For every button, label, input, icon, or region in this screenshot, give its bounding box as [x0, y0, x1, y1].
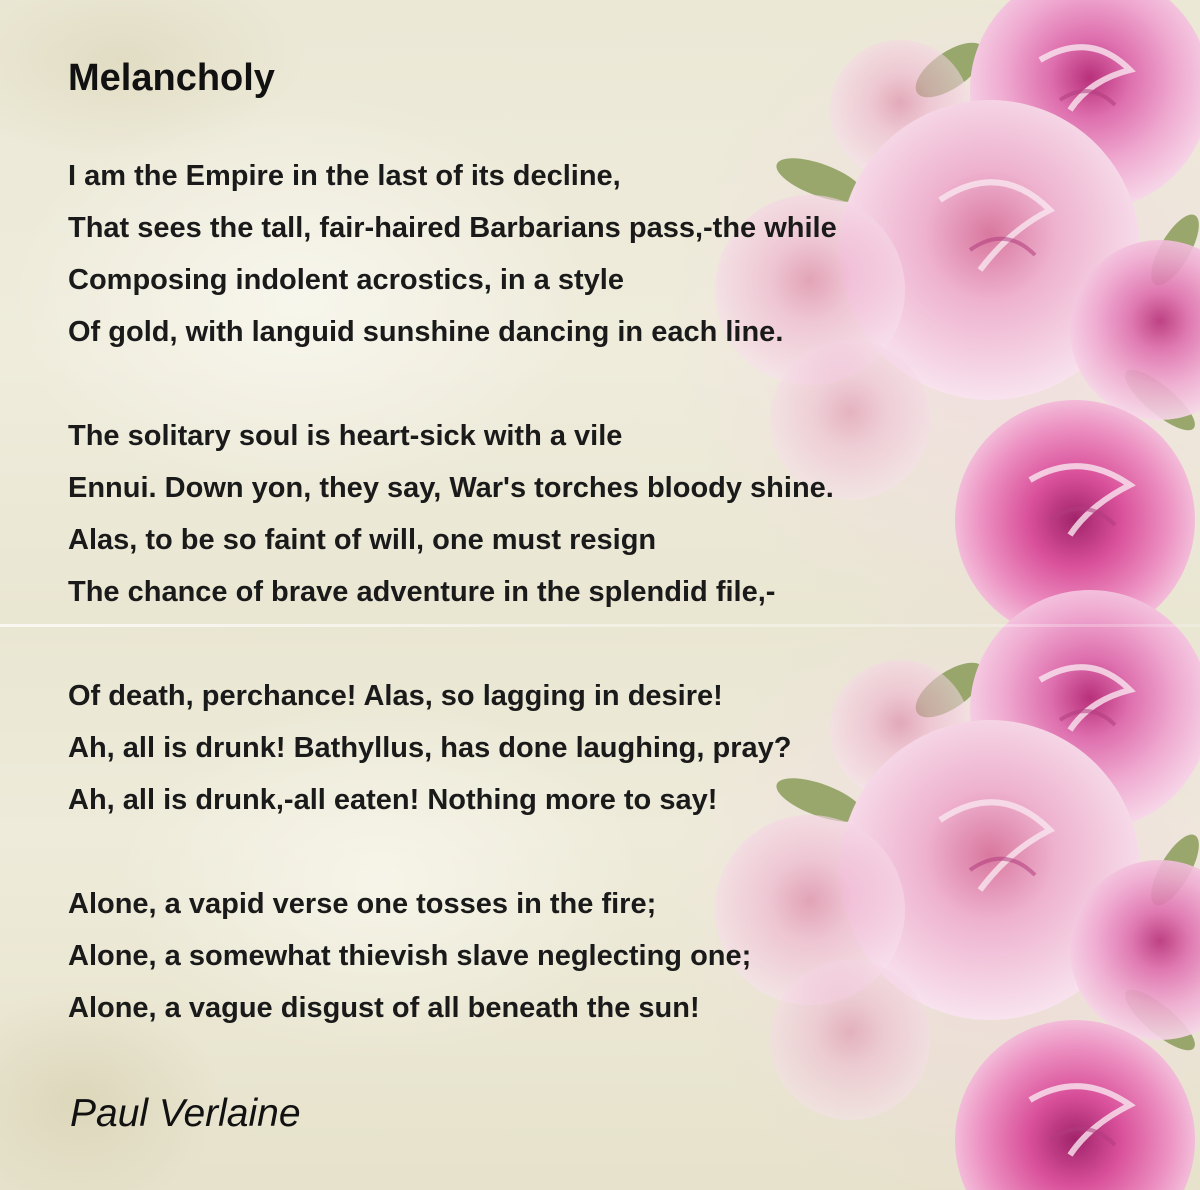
- stanza-4: [68, 878, 837, 1034]
- poem-line: Alone, a vapid verse one tosses in the fire;: [68, 888, 657, 920]
- poem-body: [68, 150, 837, 1086]
- poem-line: Alone, a vague disgust of all beneath the sun!: [68, 992, 700, 1024]
- poem-line: Ennui. Down yon, they say, War's torches bloody shine.: [68, 472, 834, 504]
- poem-line: Composing indolent acrostics, in a style: [68, 264, 624, 296]
- poem-line: Of gold, with languid sunshine dancing in each line.: [68, 316, 784, 348]
- poem-line: The chance of brave adventure in the splendid file,-: [68, 576, 776, 608]
- poem-line: Of death, perchance! Alas, so lagging in desire!: [68, 680, 723, 712]
- poem-line: Alas, to be so faint of will, one must resign: [68, 524, 657, 556]
- poem-author: Paul Verlaine: [70, 1092, 301, 1135]
- poem-line: Ah, all is drunk! Bathyllus, has done laughing, pray?: [68, 732, 792, 764]
- stanza-1: [68, 150, 837, 358]
- poem-line: Ah, all is drunk,-all eaten! Nothing more to say!: [68, 784, 718, 816]
- stanza-3: [68, 670, 837, 826]
- poem-line: That sees the tall, fair-haired Barbarians pass,-the while: [68, 212, 837, 244]
- poem-line: The solitary soul is heart-sick with a vile: [68, 420, 623, 452]
- poem-line: I am the Empire in the last of its decline,: [68, 160, 621, 192]
- poem-title: Melancholy: [68, 57, 275, 99]
- poem-line: Alone, a somewhat thievish slave neglecting one;: [68, 940, 752, 972]
- stanza-2: [68, 410, 837, 618]
